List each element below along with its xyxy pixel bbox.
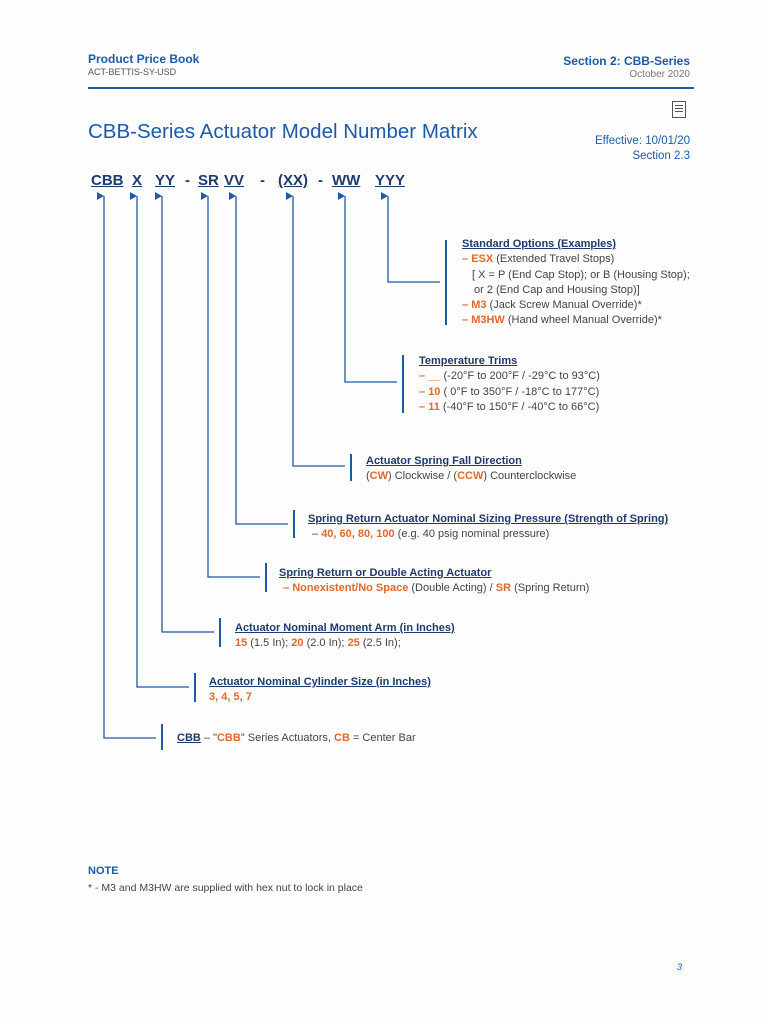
model-code-xx: (XX) <box>278 172 308 189</box>
model-code-ww: WW <box>332 172 361 189</box>
option-item: – ESX (Extended Travel Stops) <box>462 253 615 266</box>
page-title: CBB-Series Actuator Model Number Matrix <box>88 120 478 143</box>
header-title: Product Price Book <box>88 52 200 66</box>
effective-date: Effective: 10/01/20 <box>594 135 690 147</box>
spring-fall-block <box>366 454 576 485</box>
cbb-block <box>177 731 416 746</box>
spring-pressure-values: – 40, 60, 80, 100 (e.g. 40 psig nominal pressure) <box>312 528 550 541</box>
spring-fall-heading: Actuator Spring Fall Direction <box>366 455 522 467</box>
moment-arm-values: 15 (1.5 In); 20 (2.0 In); 25 (2.5 In); <box>235 637 401 650</box>
spring-pressure-heading: Spring Return Actuator Nominal Sizing Pressure (Strength of Spring) <box>308 513 669 525</box>
header-code: ACT-BETTIS-SY-USD <box>88 67 177 77</box>
temperature-block <box>419 354 600 415</box>
section-number: Section 2.3 <box>632 150 690 162</box>
note-text: * - M3 and M3HW are supplied with hex nut to lock in place <box>88 882 363 894</box>
model-code-x: X <box>132 172 143 189</box>
option-item: [ X = P (End Cap Stop); or B (Housing Stop); <box>472 268 690 281</box>
spring-pressure-block <box>308 512 668 543</box>
model-dash: - <box>185 172 190 189</box>
spring-return-block <box>279 566 589 597</box>
header-date: October 2020 <box>629 69 690 80</box>
spring-return-values: – Nonexistent/No Space (Double Acting) / SR (Spring Return) <box>283 582 590 595</box>
model-code-yyy: YYY <box>375 172 406 189</box>
option-item: or 2 (End Cap and Housing Stop)] <box>474 283 640 296</box>
options-heading: Standard Options (Examples) <box>462 238 617 250</box>
header-section: Section 2: CBB-Series <box>563 54 690 68</box>
model-code-yy: YY <box>155 172 176 189</box>
spring-fall-values: (CW) Clockwise / (CCW) Counterclockwise <box>366 470 577 483</box>
model-code-vv: VV <box>224 172 245 189</box>
options-block <box>462 237 690 329</box>
model-dash: - <box>260 172 265 189</box>
page-number: 3 <box>676 962 682 972</box>
moment-arm-heading: Actuator Nominal Moment Arm (in Inches) <box>235 622 455 634</box>
model-dash: - <box>318 172 323 189</box>
cylinder-heading: Actuator Nominal Cylinder Size (in Inches) <box>209 676 431 688</box>
model-code-sr: SR <box>198 172 219 189</box>
temperature-item: – 11 (-40°F to 150°F / -40°C to 66°C) <box>419 400 600 413</box>
temperature-item: – 10 ( 0°F to 350°F / -18°C to 177°C) <box>419 385 600 398</box>
cylinder-block <box>209 675 431 706</box>
option-item: – M3HW (Hand wheel Manual Override)* <box>462 314 662 327</box>
spring-return-heading: Spring Return or Double Acting Actuator <box>279 567 492 579</box>
cylinder-values: 3, 4, 5, 7 <box>209 691 252 704</box>
note-heading: NOTE <box>88 865 119 877</box>
cbb-definition: CBB – "CBB" Series Actuators, CB = Center Bar <box>177 732 416 744</box>
model-code-cbb: CBB <box>91 172 124 189</box>
moment-arm-block <box>235 621 455 652</box>
option-item: – M3 (Jack Screw Manual Override)* <box>462 299 642 312</box>
temperature-item: – __ (-20°F to 200°F / -29°C to 93°C) <box>419 370 600 383</box>
temperature-heading: Temperature Trims <box>419 355 518 367</box>
